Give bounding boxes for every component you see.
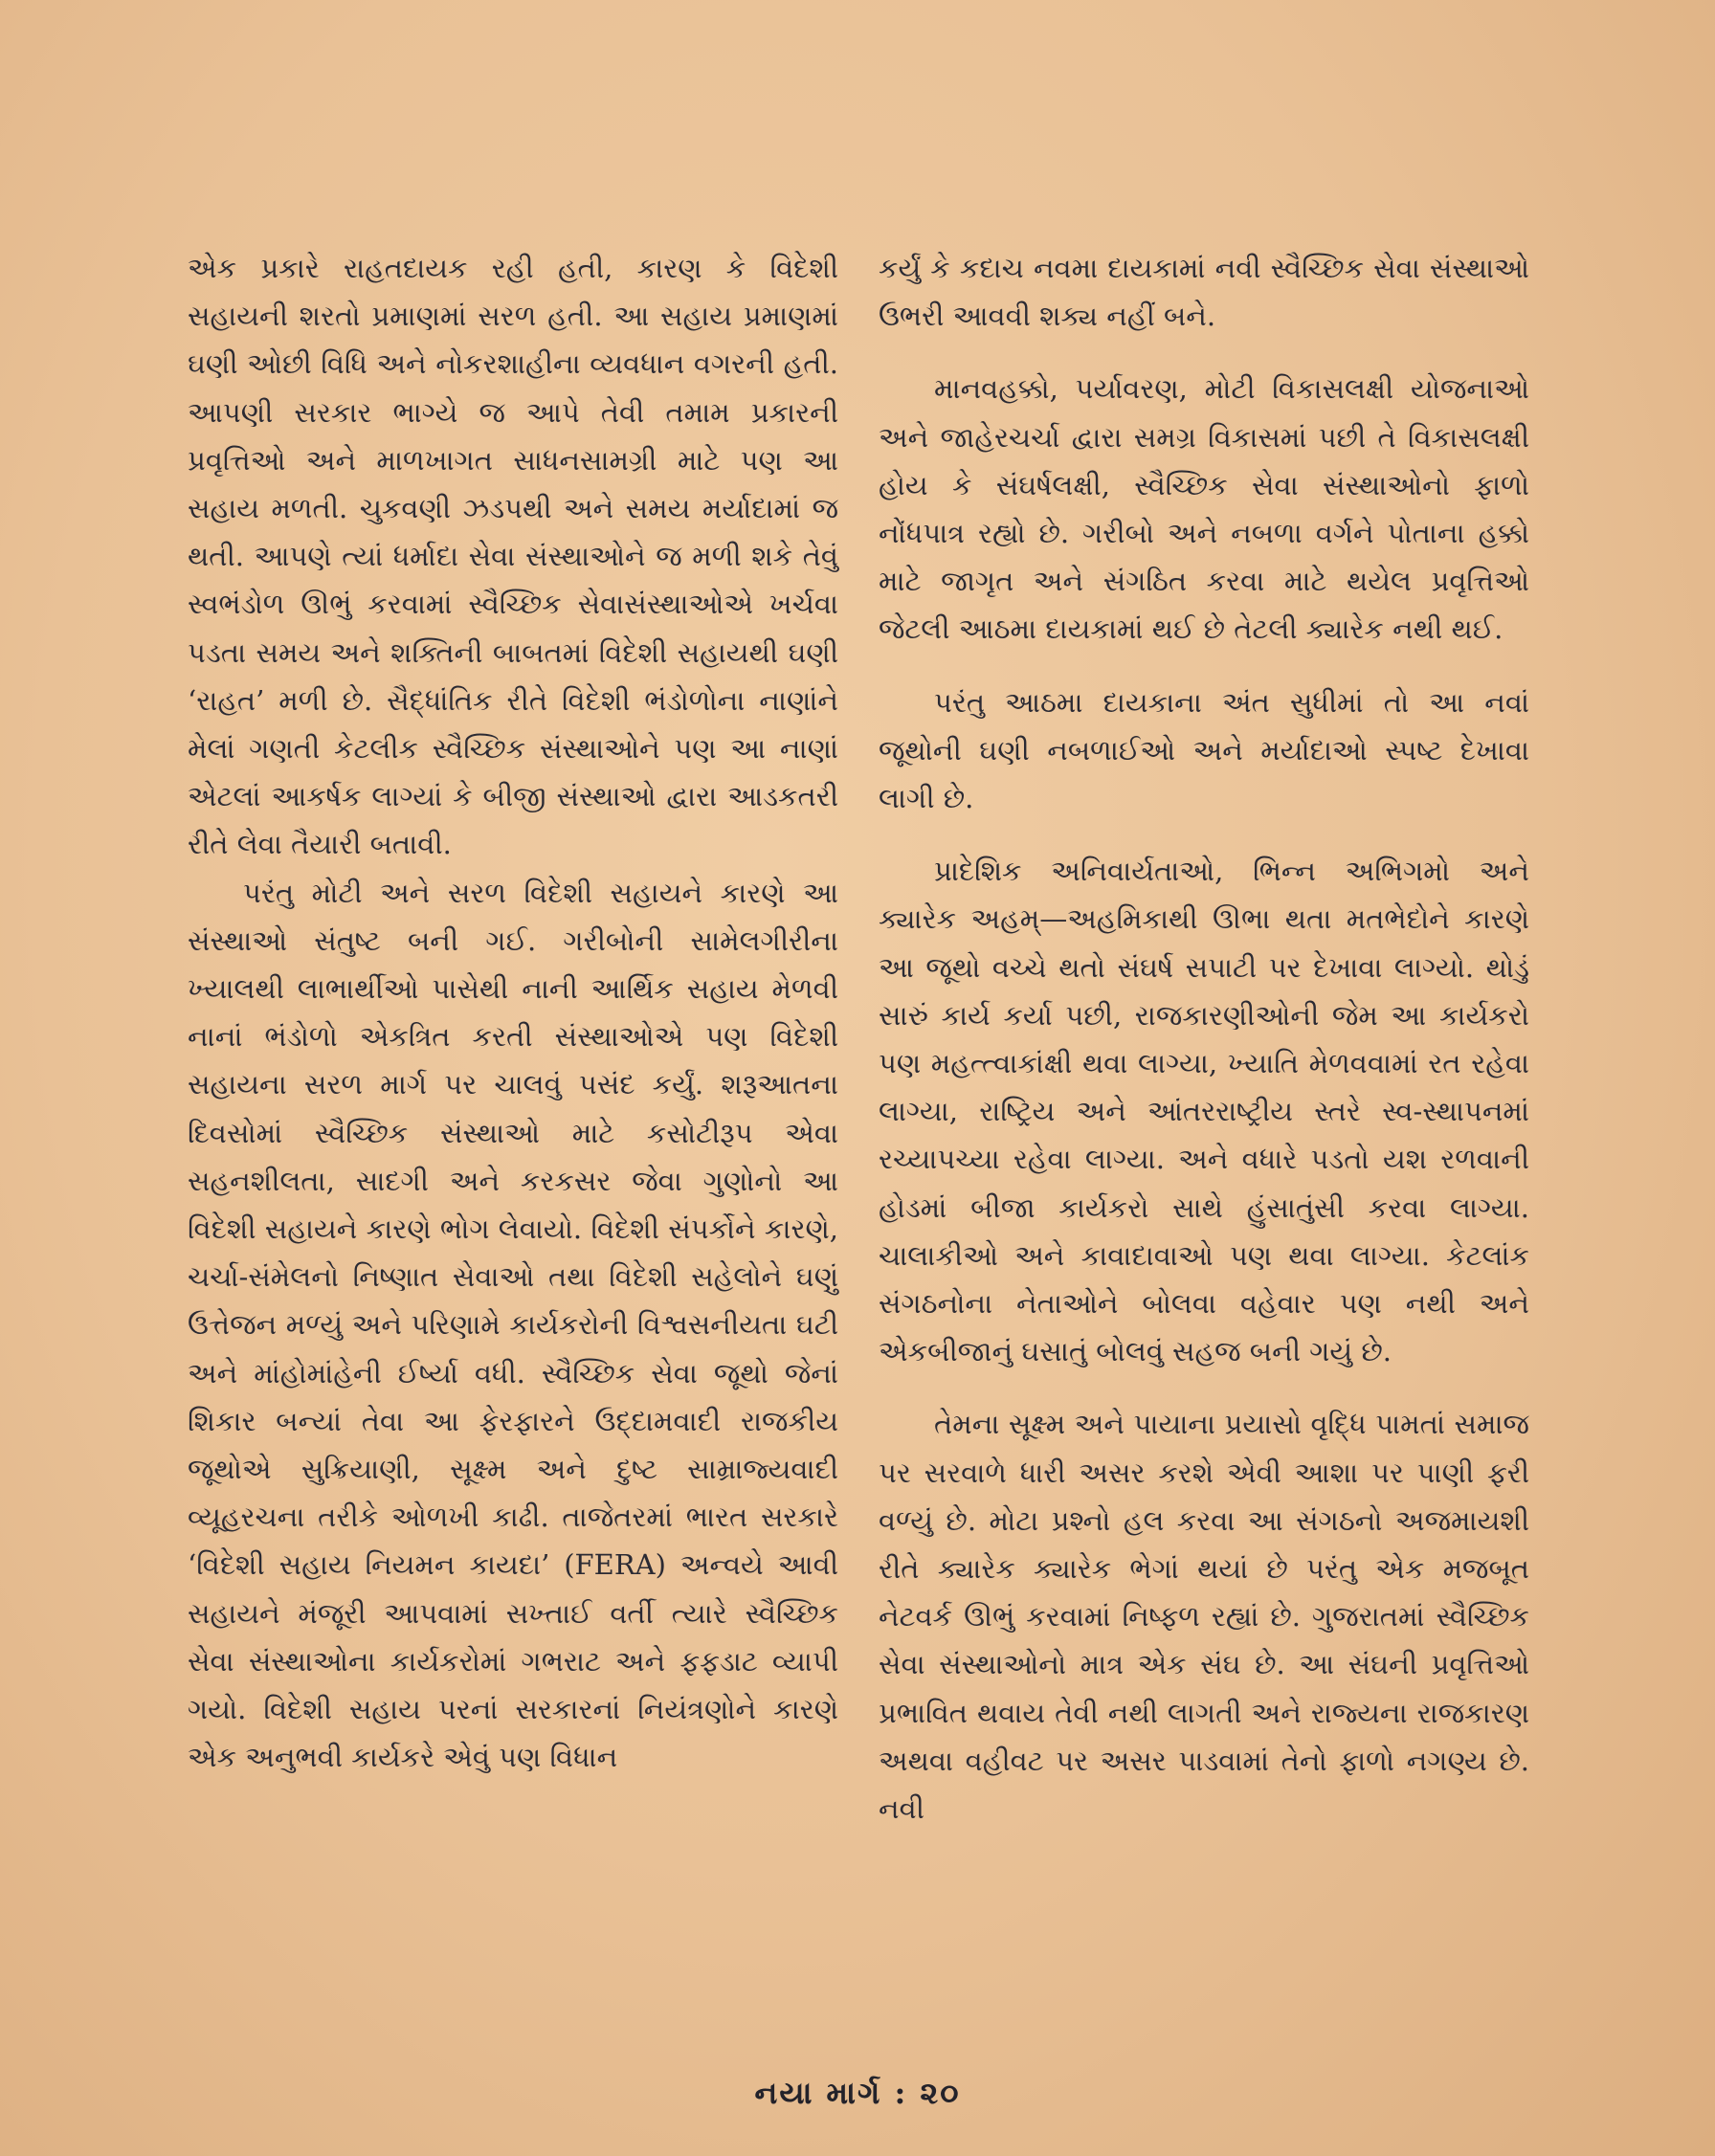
page-footer: નયા માર્ગ : ૨૦ <box>754 2075 961 2111</box>
right-paragraph-5: તેમના સૂક્ષ્મ અને પાયાના પ્રયાસો વૃદ્ધિ પામતાં સમાજ પર સરવાળે ધારી અસર કરશે એવી આશા પર પાણી ફરી વળ્યું છે. મોટા પ્રશ્નો હલ કરવા આ સંગઠનો અજમાયશી રીતે ક્યારેક ક્યારેક ભેગાં થયાં છે પરંતુ એક મજબૂત નેટવર્ક ઊભું કરવામાં નિષ્ફળ રહ્યાં છે. ગુજરાતમાં સ્વૈચ્છિક સેવા સંસ્થાઓનો માત્ર એક સંઘ છે. આ સંઘની પ્રવૃત્તિઓ પ્રભાવિત થવાય તેવી નથી લાગતી અને રાજ્યના રાજકારણ અથવા વહીવટ પર અસર પાડવામાં તેનો ફાળો નગણ્ય છે. નવી <box>879 1408 1529 1826</box>
right-column <box>879 244 1529 1833</box>
left-paragraph-1: એક પ્રકારે રાહતદાયક રહી હતી, કારણ કે વિદેશી સહાયની શરતો પ્રમાણમાં સરળ હતી. આ સહાય પ્રમાણમાં ઘણી ઓછી વિધિ અને નોકરશાહીના વ્યવધાન વગરની હતી. આપણી સરકાર ભાગ્યે જ આપે તેવી તમામ પ્રકારની પ્રવૃત્તિઓ અને માળખાગત સાધનસામગ્રી માટે પણ આ સહાય મળતી. ચુકવણી ઝડપથી અને સમય મર્યાદામાં જ થતી. આપણે ત્યાં ધર્માદા સેવા સંસ્થાઓને જ મળી શકે તેવું સ્વભંડોળ ઊભું કરવામાં સ્વૈચ્છિક સેવાસંસ્થાઓએ ખર્ચવા પડતા સમય અને શક્તિની બાબતમાં વિદેશી સહાયથી ઘણી ‘રાહત’ મળી છે. સૈદ્ધાંતિક રીતે વિદેશી ભંડોળોના નાણાંને મેલાં ગણતી કેટલીક સ્વૈચ્છિક સંસ્થાઓને પણ આ નાણાં એટલાં આકર્ષક લાગ્યાં કે બીજી સંસ્થાઓ દ્વારા આડકતરી રીતે લેવા તૈયારી બતાવી. <box>188 252 838 861</box>
left-column <box>188 244 838 1782</box>
right-paragraph-1: કર્યું કે કદાચ નવમા દાયકામાં નવી સ્વૈચ્છિક સેવા સંસ્થાઓ ઉભરી આવવી શક્ય નહીં બને. <box>879 252 1529 333</box>
left-paragraph-2: પરંતુ મોટી અને સરળ વિદેશી સહાયને કારણે આ સંસ્થાઓ સંતુષ્ટ બની ગઈ. ગરીબોની સામેલગીરીના ખ્યાલથી લાભાર્થીઓ પાસેથી નાની આર્થિક સહાય મેળવી નાનાં ભંડોળો એકત્રિત કરતી સંસ્થાઓએ પણ વિદેશી સહાયના સરળ માર્ગ પર ચાલવું પસંદ કર્યું. શરૂઆતના દિવસોમાં સ્વૈચ્છિક સંસ્થાઓ માટે કસોટીરૂપ એવા સહનશીલતા, સાદગી અને કરકસર જેવા ગુણોનો આ વિદેશી સહાયને કારણે ભોગ લેવાયો. વિદેશી સંપર્કોને કારણે, ચર્ચા-સંમેલનો નિષ્ણાત સેવાઓ તથા વિદેશી સહેલોને ઘણું ઉત્તેજન મળ્યું અને પરિણામે કાર્યકરોની વિશ્વસનીયતા ઘટી અને માંહોમાંહેની ઈર્ષ્યા વધી. સ્વૈચ્છિક સેવા જૂથો જેનાં શિકાર બન્યાં તેવા આ ફેરફારને ઉદ્દામવાદી રાજકીય જૂથોએ સુક્રિયાણી, સૂક્ષ્મ અને દુષ્ટ સામ્રાજ્યવાદી વ્યૂહરચના તરીકે ઓળખી કાઢી. તાજેતરમાં ભારત સરકારે ‘વિદેશી સહાય નિયમન કાયદા’ (FERA) અન્વયે આવી સહાયને મંજૂરી આપવામાં સખ્તાઈ વર્તી ત્યારે સ્વૈચ્છિક સેવા સંસ્થાઓના કાર્યકરોમાં ગભરાટ અને ફફડાટ વ્યાપી ગયો. વિદેશી સહાય પરનાં સરકારનાં નિયંત્રણોને કારણે એક અનુભવી કાર્યકરે એવું પણ વિધાન <box>188 876 838 1774</box>
right-paragraph-4: પ્રાદેશિક અનિવાર્યતાઓ, ભિન્ન અભિગમો અને ક્યારેક અહમ્—અહમિકાથી ઊભા થતા મતભેદોને કારણે આ જૂથો વચ્ચે થતો સંઘર્ષ સપાટી પર દેખાવા લાગ્યો. થોડું સારું કાર્ય કર્યા પછી, રાજકારણીઓની જેમ આ કાર્યકરો પણ મહત્ત્વાકાંક્ષી થવા લાગ્યા, ખ્યાતિ મેળવવામાં રત રહેવા લાગ્યા, રાષ્ટ્રિય અને આંતરરાષ્ટ્રીય સ્તરે સ્વ-સ્થાપનમાં રચ્યાપચ્યા રહેવા લાગ્યા. અને વધારે પડતો યશ રળવાની હોડમાં બીજા કાર્યકરો સાથે હુંસાતુંસી કરવા લાગ્યા. ચાલાકીઓ અને કાવાદાવાઓ પણ થવા લાગ્યા. કેટલાંક સંગઠનોના નેતાઓને બોલવા વહેવાર પણ નથી અને એકબીજાનું ઘસાતું બોલવું સહજ બની ગયું છે. <box>879 855 1529 1368</box>
right-paragraph-2: માનવહક્કો, પર્યાવરણ, મોટી વિકાસલક્ષી યોજનાઓ અને જાહેરચર્ચા દ્વારા સમગ્ર વિકાસમાં પછી તે વિકાસલક્ષી હોય કે સંઘર્ષલક્ષી, સ્વૈચ્છિક સેવા સંસ્થાઓનો ફાળો નોંધપાત્ર રહ્યો છે. ગરીબો અને નબળા વર્ગને પોતાના હક્કો માટે જાગૃત અને સંગઠિત કરવા માટે થયેલ પ્રવૃત્તિઓ જેટલી આઠમા દાયકામાં થઈ છે તેટલી ક્યારેક નથી થઈ. <box>879 372 1529 646</box>
right-paragraph-3: પરંતુ આઠમા દાયકાના અંત સુધીમાં તો આ નવાં જૂથોની ઘણી નબળાઈઓ અને મર્યાદાઓ સ્પષ્ટ દેખાવા લાગી છે. <box>879 685 1529 815</box>
